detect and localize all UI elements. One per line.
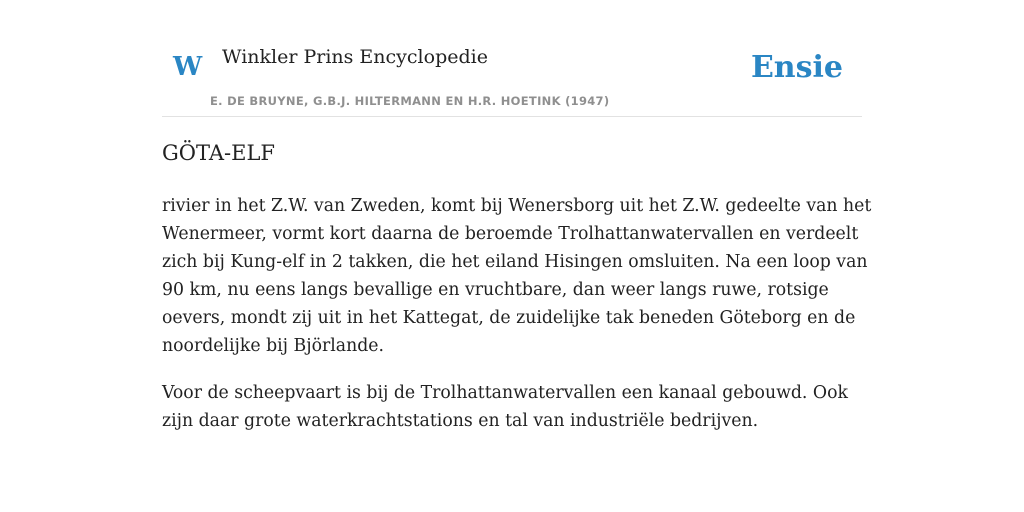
- source-authors: E. DE BRUYNE, G.B.J. HILTERMANN EN H.R. HOETINK (1947): [210, 94, 610, 108]
- source-title-link[interactable]: Winkler Prins Encyclopedie: [222, 46, 488, 68]
- entry-title: GÖTA-ELF: [162, 141, 275, 165]
- ensie-logo-link[interactable]: Ensie: [750, 50, 843, 85]
- source-header: [162, 40, 862, 117]
- entry-paragraph: rivier in het Z.W. van Zweden, komt bij Wenersborg uit het Z.W. gedeelte van het Wenermeer, vormt kort daarna de beroemde Trolhattanwatervallen en verdeelt zich bij Kung-elf in 2 takken, die het eiland Hisingen omsluiten. Na een loop van 90 km, nu eens langs bevallige en vruchtbare, dan weer langs ruwe, rotsige oevers, mondt zij uit in het Kattegat, de zuidelijke tak beneden Göteborg en de noordelijke bij Björlande.: [162, 196, 872, 356]
- winkler-prins-logo[interactable]: W: [173, 52, 203, 82]
- entry-paragraph: Voor de scheepvaart is bij de Trolhattanwatervallen een kanaal gebouwd. Ook zijn daar grote waterkrachtstations en tal van industriële bedrijven.: [162, 383, 848, 431]
- entry-body: [162, 192, 872, 454]
